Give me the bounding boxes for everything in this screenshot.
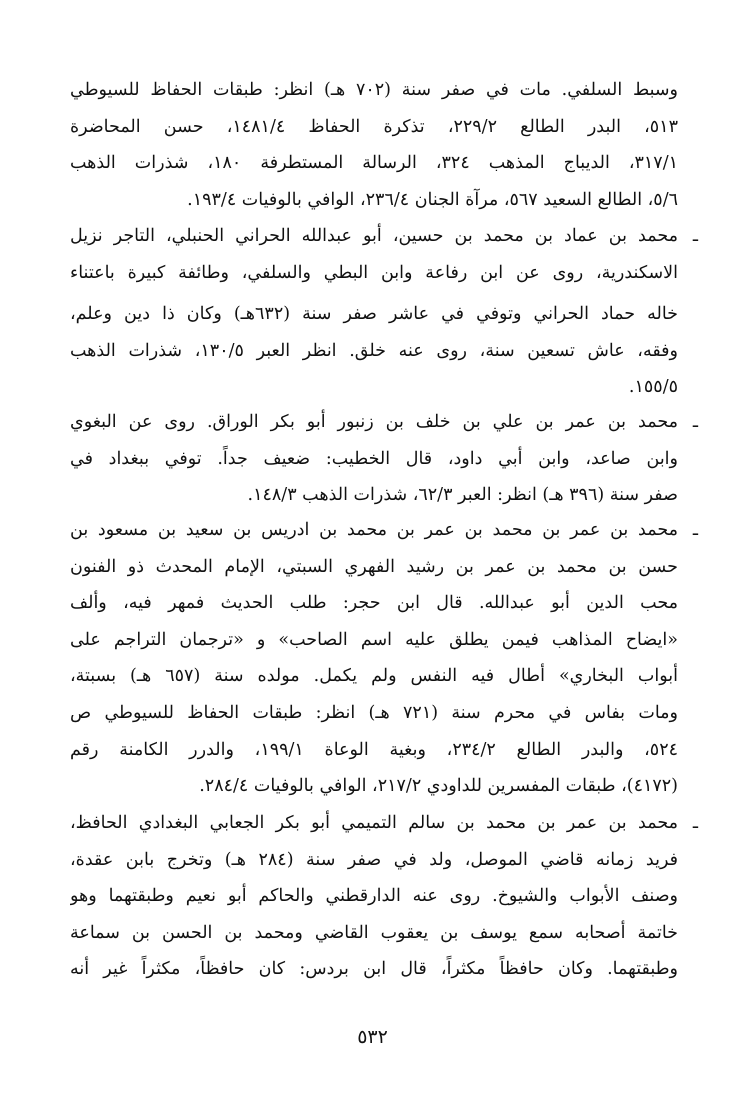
text-line: (٤١٧٢)، طبقات المفسرين للداودي ٢١٧/٢، الوافي بالوفيات ٢٨٤/٤.	[199, 776, 678, 797]
entry-0	[70, 72, 678, 218]
entry-block	[70, 512, 698, 805]
page-number: ٥٣٢	[357, 1026, 388, 1048]
text-line: حسن بن محمد بن عمر بن رشيد الفهري السبتي، الإمام المحدث ذو الفنون	[70, 556, 678, 577]
entry-block	[70, 805, 698, 988]
text-line: ٥٢٤، والبدر الطالع ٢٣٤/٢، وبغية الوعاة ١٩٩/١، والدرر الكامنة رقم	[70, 739, 678, 760]
text-line: الاسكندرية، روى عن ابن رفاعة وابن البطي والسلفي، وطائفة كبيرة باعتناء	[70, 262, 678, 283]
entry-3	[70, 404, 698, 514]
text-line: وابن صاعد، وابن أبي داود، قال الخطيب: ضعيف جداً. توفي ببغداد في	[70, 448, 678, 469]
entry-dash: ـ	[692, 520, 698, 540]
entry-dash: ـ	[692, 412, 698, 432]
text-line: «ايضاح المذاهب فيمن يطلق عليه اسم الصاحب» و «ترجمان التراجم على	[70, 629, 678, 650]
text-line: محمد بن عماد بن محمد بن حسين، أبو عبدالله الحراني الحنبلي، التاجر نزيل	[70, 226, 678, 246]
text-line: ١٥٥/٥.	[628, 377, 678, 398]
text-line: وسبط السلفي. مات في صفر سنة (٧٠٢ هـ) انظر: طبقات الحفاظ للسيوطي	[70, 80, 678, 100]
text-line: صفر سنة (٣٩٦ هـ) انظر: العبر ٦٢/٣، شذرات الذهب ١٤٨/٣.	[247, 485, 678, 506]
text-line: وطبقتهما. وكان حافظاً مكثراً، قال ابن بردس: كان حافظاً، مكثراً غير أنه	[70, 959, 678, 980]
entry-dash: ـ	[692, 226, 698, 246]
entry-dash: ـ	[692, 813, 698, 833]
entry-block	[70, 218, 698, 291]
text-line: وفقه، عاش تسعين سنة، روى عنه خلق. انظر العبر ١٣٠/٥، شذرات الذهب	[70, 340, 678, 361]
text-line: أبواب البخاري» أطال فيه النفس ولم يكمل. مولده سنة (٦٥٧ هـ) بسبتة،	[70, 666, 678, 687]
text-line: ٥١٣، البدر الطالع ٢٢٩/٢، تذكرة الحفاظ ١٤٨١/٤، حسن المحاضرة	[70, 116, 678, 137]
text-line: محمد بن عمر بن علي بن خلف بن زنبور أبو بكر الوراق. روى عن البغوي	[70, 412, 678, 432]
entry-4	[70, 512, 698, 805]
text-line: وصنف الأبواب والشيوخ. روى عنه الدارقطني والحاكم أبو نعيم وطبقتهما وهو	[70, 886, 678, 907]
text-line: خاتمة أصحابه سمع يوسف بن يعقوب القاضي ومحمد بن الحسن بن سماعة	[70, 922, 678, 943]
entry-1	[70, 218, 698, 291]
text-line: ومات بفاس في محرم سنة (٧٢١ هـ) انظر: طبقات الحفاظ للسيوطي ص	[70, 702, 678, 723]
text-line: ٣١٧/١، الديباج المذهب ٣٢٤، الرسالة المستطرفة ١٨٠، شذرات الذهب	[70, 153, 678, 174]
entry-block	[70, 404, 698, 514]
entry-2	[70, 296, 678, 406]
text-line: ٥/٦، الطالع السعيد ٥٦٧، مرآة الجنان ٢٣٦/٤، الوافي بالوفيات ١٩٣/٤.	[187, 189, 678, 210]
text-line: محمد بن عمر بن محمد بن عمر بن محمد بن ادريس بن سعيد بن مسعود بن	[70, 520, 678, 540]
text-line: محب الدين أبو عبدالله. قال ابن حجر: طلب الحديث فمهر فيه، وألف	[70, 593, 678, 614]
entry-block	[70, 296, 678, 406]
text-line: خاله حماد الحراني وتوفي في عاشر صفر سنة (٦٣٢هـ) وكان ذا دين وعلم،	[70, 304, 678, 324]
entry-continuation	[70, 72, 678, 218]
text-line: محمد بن عمر بن محمد بن سالم التميمي أبو بكر الجعابي البغدادي الحافظ،	[70, 813, 678, 833]
text-line: فريد زمانه قاضي الموصل، ولد في صفر سنة (٢٨٤ هـ) وتخرج بابن عقدة،	[70, 849, 678, 870]
entry-5	[70, 805, 698, 988]
